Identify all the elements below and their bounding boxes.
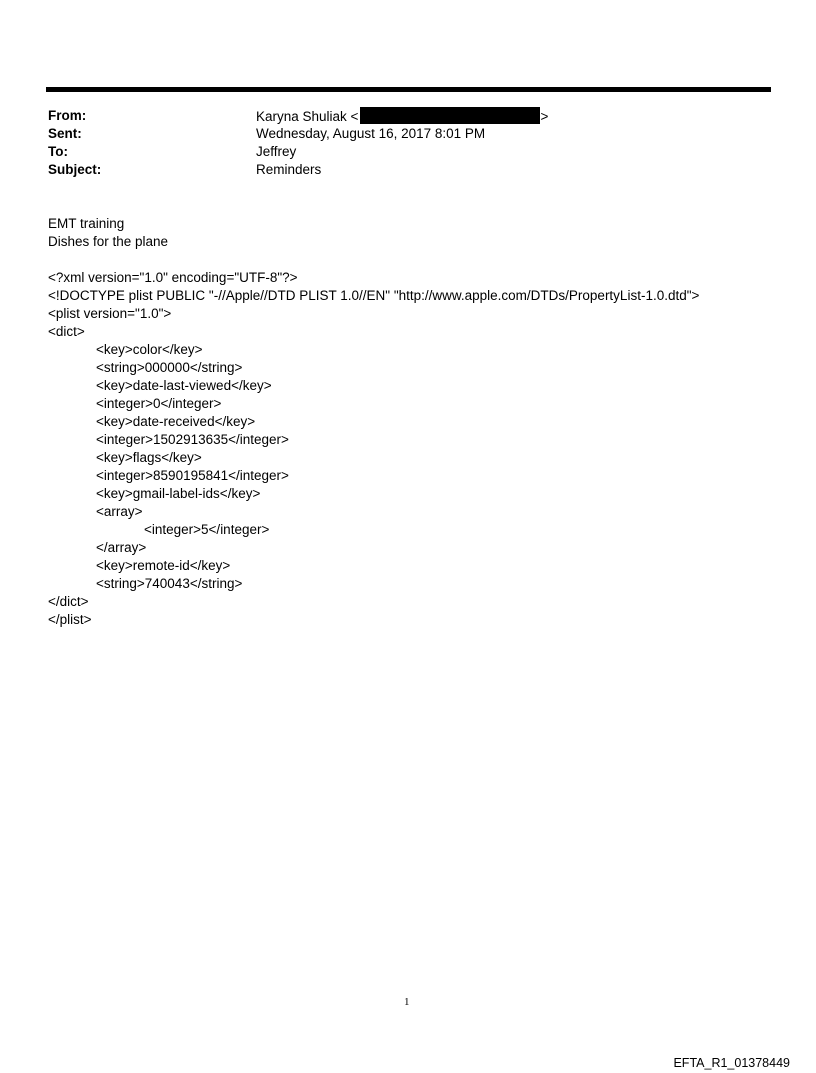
header-rule <box>46 87 771 92</box>
body-line: EMT training <box>48 216 125 231</box>
code-line: </plist> <box>48 612 92 627</box>
code-line: <key>remote-id</key> <box>96 558 231 573</box>
code-line: <key>flags</key> <box>96 450 202 465</box>
code-line: <integer>5</integer> <box>144 522 270 537</box>
from-value <box>256 107 548 126</box>
subject-label: Subject: <box>48 162 102 177</box>
code-line: </dict> <box>48 594 89 609</box>
code-line: </array> <box>96 540 147 555</box>
sent-label: Sent: <box>48 126 82 141</box>
bates-number: EFTA_R1_01378449 <box>673 1056 790 1070</box>
redaction-box <box>360 107 540 124</box>
from-name: Karyna Shuliak < <box>256 109 359 124</box>
code-line: <string>000000</string> <box>96 360 243 375</box>
code-line: <integer>0</integer> <box>96 396 222 411</box>
subject-value: Reminders <box>256 162 322 177</box>
code-line: <?xml version="1.0" encoding="UTF-8"?> <box>48 270 298 285</box>
code-line: <key>gmail-label-ids</key> <box>96 486 261 501</box>
code-line: <key>color</key> <box>96 342 203 357</box>
page-number: 1 <box>404 996 410 1008</box>
to-value: Jeffrey <box>256 144 297 159</box>
body-line: Dishes for the plane <box>48 234 169 249</box>
code-line: <plist version="1.0"> <box>48 306 172 321</box>
to-label: To: <box>48 144 68 159</box>
code-line: <integer>8590195841</integer> <box>96 468 289 483</box>
code-line: <key>date-last-viewed</key> <box>96 378 272 393</box>
from-label: From: <box>48 108 87 123</box>
from-close: > <box>540 109 549 124</box>
code-line: <key>date-received</key> <box>96 414 256 429</box>
code-line: <dict> <box>48 324 85 339</box>
code-line: <array> <box>96 504 143 519</box>
code-line: <integer>1502913635</integer> <box>96 432 289 447</box>
sent-value: Wednesday, August 16, 2017 8:01 PM <box>256 126 486 141</box>
code-line: <string>740043</string> <box>96 576 243 591</box>
code-line: <!DOCTYPE plist PUBLIC "-//Apple//DTD PLIST 1.0//EN" "http://www.apple.com/DTDs/PropertyList-1.0.dtd"> <box>48 288 700 303</box>
